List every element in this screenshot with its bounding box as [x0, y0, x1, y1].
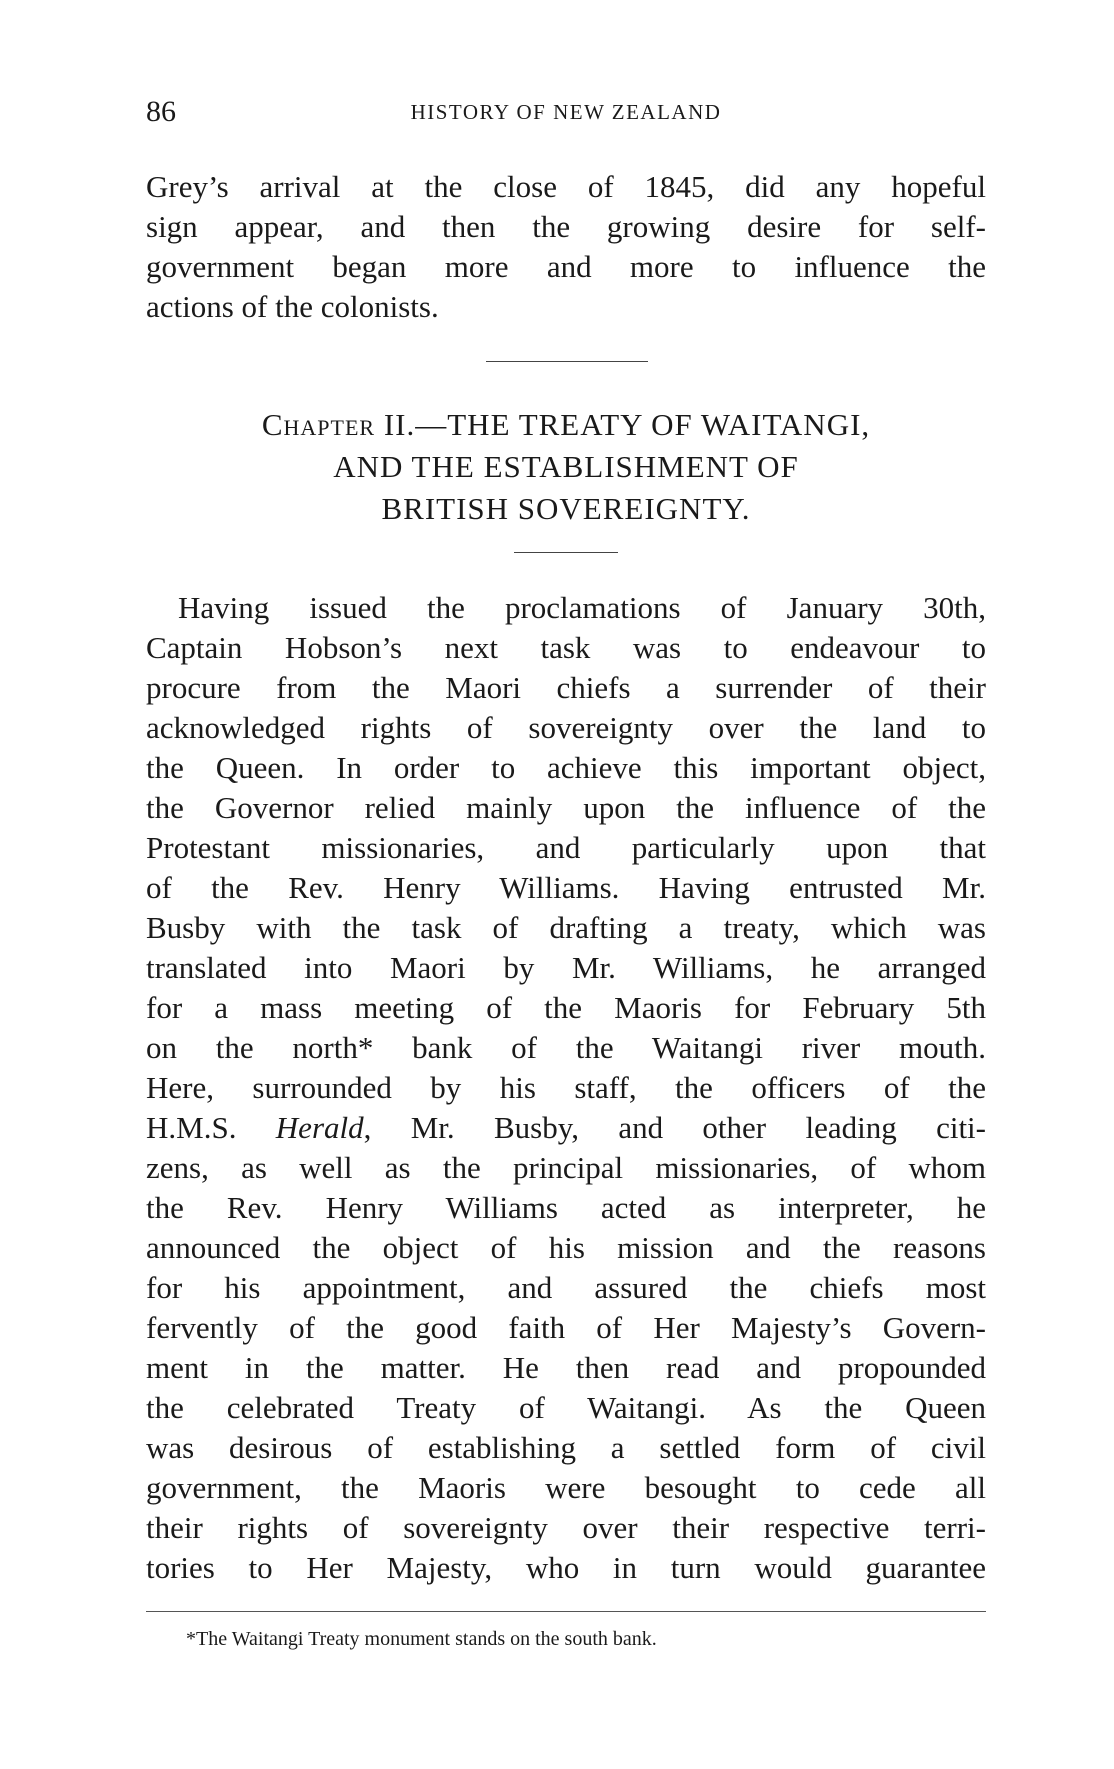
text-line: ment in the matter. He then read and propounded: [146, 1350, 986, 1385]
chapter-heading-line: BRITISH SOVEREIGNTY.: [381, 491, 751, 526]
text-line: Grey’s arrival at the close of 1845, did any hopeful: [146, 169, 986, 204]
section-divider: [486, 361, 648, 362]
text-line: on the north* bank of the Waitangi river mouth.: [146, 1030, 986, 1065]
text-line: was desirous of establishing a settled form of civil: [146, 1430, 986, 1465]
chapter-heading-line: AND THE ESTABLISHMENT OF: [333, 449, 799, 484]
heading-divider: [514, 552, 618, 553]
running-head: [146, 92, 986, 132]
text-line: announced the object of his mission and the reasons: [146, 1230, 986, 1265]
text-line: sign appear, and then the growing desire for self-: [146, 209, 986, 244]
text-line: for a mass meeting of the Maoris for February 5th: [146, 990, 986, 1025]
text-line: zens, as well as the principal missionaries, of whom: [146, 1150, 986, 1185]
chapter-heading-line: Chapter II.—THE TREATY OF WAITANGI,: [261, 407, 871, 442]
text-line: their rights of sovereignty over their respective terri-: [146, 1510, 986, 1545]
text-line: government began more and more to influence the: [146, 249, 986, 284]
text-line: Protestant missionaries, and particularly upon that: [146, 830, 986, 865]
body-paragraph: [146, 588, 986, 1588]
text-line: government, the Maoris were besought to cede all: [146, 1470, 986, 1505]
text-line: for his appointment, and assured the chiefs most: [146, 1270, 986, 1305]
text-line: Captain Hobson’s next task was to endeavour to: [146, 630, 986, 665]
text-line: actions of the colonists.: [146, 289, 439, 324]
text-line: procure from the Maori chiefs a surrender of their: [146, 670, 986, 705]
footnote-rule: [146, 1611, 986, 1612]
text-line: acknowledged rights of sovereignty over the land to: [146, 710, 986, 745]
page-number: 86: [146, 95, 176, 128]
text-line: of the Rev. Henry Williams. Having entrusted Mr.: [146, 870, 986, 905]
text-line: the Rev. Henry Williams acted as interpreter, he: [146, 1190, 986, 1225]
chapter-heading: [146, 404, 986, 530]
text-line: Having issued the proclamations of January 30th,: [178, 590, 986, 625]
intro-paragraph: [146, 167, 986, 327]
text-line: the celebrated Treaty of Waitangi. As the Queen: [146, 1390, 986, 1425]
text-line: fervently of the good faith of Her Majesty’s Govern-: [146, 1310, 986, 1345]
text-line: H.M.S. Herald, Mr. Busby, and other leading citi-: [146, 1110, 986, 1145]
footnote: *The Waitangi Treaty monument stands on the south bank.: [186, 1628, 657, 1650]
text-line: tories to Her Majesty, who in turn would guarantee: [146, 1550, 986, 1585]
running-title: HISTORY OF NEW ZEALAND: [410, 100, 722, 124]
text-line: the Governor relied mainly upon the influence of the: [146, 790, 986, 825]
text-line: translated into Maori by Mr. Williams, he arranged: [146, 950, 986, 985]
text-line: Busby with the task of drafting a treaty, which was: [146, 910, 986, 945]
text-line: the Queen. In order to achieve this important object,: [146, 750, 986, 785]
text-line: Here, surrounded by his staff, the officers of the: [146, 1070, 986, 1105]
